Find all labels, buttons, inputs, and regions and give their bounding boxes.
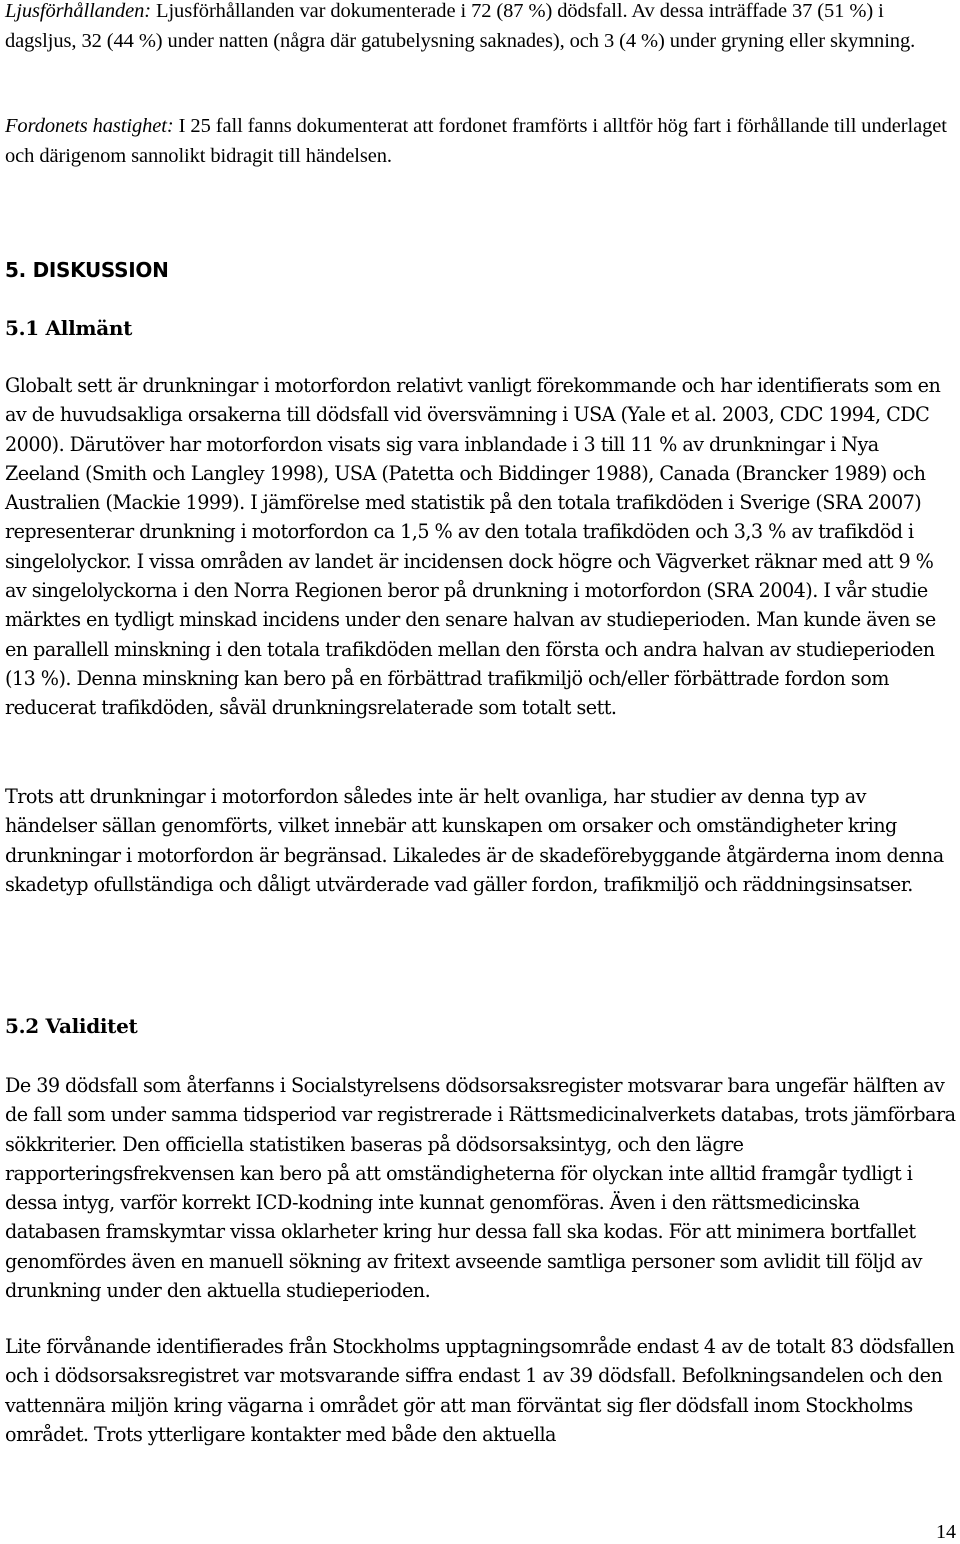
paragraph-general-1: Globalt sett är drunkningar i motorfordon relativt vanligt förekommande och har identifierats som en av de huvudsakliga orsakerna till dödsfall vid översvämning i USA (Yale et al. 2003, CDC 1994, CDC 2000). Därutöver har motorfordon visats sig vara inblandade i 3 till 11 % av drunkningar i Nya Zeeland (Smith och Langley 1998), USA (Patetta och Biddinger 1988), Canada (Brancker 1989) och Australien (Mackie 1999). I jämförelse med statistik på den totala trafikdöden i Sverige (SRA 2007) representerar drunkning i motorfordon ca 1,5 % av den totala trafikdöden och 3,3 % av trafikdöd i singelolyckor. I vissa områden av landet är incidensen dock högre och Vägverket räknar med att 9 % av singelolyckorna i den Norra Regionen beror på drunkning i motorfordon (SRA 2004). I vår studie märktes en tydligt minskad incidens under den senare halvan av studieperioden. Man kunde även se en parallell minskning i den totala trafikdöden mellan den första och andra halvan av studieperioden (13 %). Denna minskning kan bero på en förbättrad trafikmiljö och/eller förbättrade fordon som reducerat trafikdöden, såväl drunkningsrelaterade som totalt sett. [5, 374, 941, 720]
paragraph-light-conditions [5, 0, 953, 56]
paragraph-text: I 25 fall fanns dokumenterat att fordonet framförts i alltför hög fart i förhållande till underlaget och därigenom sannolikt bidragit till händelsen. [5, 115, 947, 167]
subsection-heading-validity: 5.2 Validitet [5, 1014, 138, 1038]
paragraph-label: Ljusförhållanden: [5, 0, 151, 22]
subsection-heading-general: 5.1 Allmänt [5, 316, 133, 340]
page-number: 14 [936, 1521, 956, 1543]
paragraph-general-2: Trots att drunkningar i motorfordon således inte är helt ovanliga, har studier av denna typ av händelser sällan genomförts, vilket innebär att kunskapen om orsaker och omständigheter kring drunkningar i motorfordon är begränsad. Likaledes är de skadeförebyggande åtgärderna inom denna skadetyp ofullständiga och dåligt utvärderade vad gäller fordon, trafikmiljö och räddningsinsatser. [5, 785, 944, 896]
paragraph-vehicle-speed [5, 112, 953, 171]
paragraph-validity-2: Lite förvånande identifierades från Stockholms upptagningsområde endast 4 av de totalt 83 dödsfallen och i dödsorsaksregistret var motsvarande siffra endast 1 av 39 dödsfall. Befolkningsandelen och den vattennära miljön kring vägarna i området gör att man förväntat sig fler dödsfall inom Stockholms området. Trots ytterligare kontakter med både den aktuella [5, 1335, 955, 1446]
section-heading: 5. DISKUSSION [5, 258, 169, 282]
paragraph-validity-1: De 39 dödsfall som återfanns i Socialstyrelsens dödsorsaksregister motsvarar bara ungefär hälften av de fall som under samma tidsperiod var registrerade i Rättsmedicinalverkets databas, trots jämförbara sökkriterier. Den officiella statistiken baseras på dödsorsaksintyg, och den lägre rapporteringsfrekvensen kan bero på att omständigheterna för olyckan inte alltid framgår tydligt i dessa intyg, varför korrekt ICD-kodning inte kunnat genomföras. Även i den rättsmedicinska databasen framskymtar vissa oklarheter kring hur dessa fall ska kodas. För att minimera bortfallet genomfördes även en manuell sökning av fritext avseende samtliga personer som avlidit till följd av drunkning under den aktuella studieperioden. [5, 1074, 956, 1303]
paragraph-text: Ljusförhållanden var dokumenterade i 72 (87 %) dödsfall. Av dessa inträffade 37 (51 %) i dagsljus, 32 (44 %) under natten (några där gatubelysning saknades), och 3 (4 %) under gryning eller skymning. [5, 0, 916, 52]
paragraph-label: Fordonets hastighet: [5, 115, 174, 137]
